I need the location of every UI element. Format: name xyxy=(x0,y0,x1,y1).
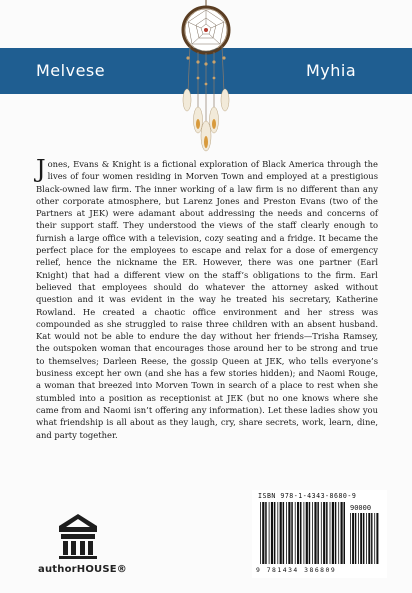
barcode-addon-bar xyxy=(350,513,351,564)
barcode-bar xyxy=(260,502,261,564)
barcode-bar xyxy=(321,502,322,564)
barcode-bar xyxy=(309,502,311,564)
barcode-addon-bar xyxy=(368,513,370,564)
barcode-bar xyxy=(283,502,285,564)
publisher-logo xyxy=(38,512,127,582)
barcode-bar xyxy=(335,502,337,564)
barcode-icon xyxy=(258,502,382,566)
barcode-addon-bar xyxy=(360,513,362,564)
barcode-bar xyxy=(306,502,308,564)
drop-cap: J xyxy=(36,155,46,183)
barcode-addon-bar xyxy=(363,513,364,564)
barcode-bar xyxy=(274,502,276,564)
barcode-bar xyxy=(297,502,299,564)
barcode-addon-bar xyxy=(352,513,354,564)
author-last-name: Myhia xyxy=(306,61,357,80)
barcode-bar xyxy=(326,502,328,564)
author-first-name: Melvese xyxy=(36,61,106,80)
barcode-addon-bar xyxy=(371,513,372,564)
barcode-bar xyxy=(330,502,331,564)
barcode-bar xyxy=(317,502,319,564)
barcode-bar xyxy=(323,502,325,564)
price-code: 90000 xyxy=(350,504,372,512)
barcode-bar xyxy=(295,502,296,564)
barcode-bar xyxy=(341,502,343,564)
barcode-bar xyxy=(269,502,270,564)
description-text: ones, Evans & Knight is a fictional exploration of Black America through the lives of four women residing in Morven Town and employed at a prestigious Black-owned law firm. The inner working of a law firm is no different than any other corporate atmosphere, but Larenz Jones and Preston Evans (two of the Partners at JEK) were adamant about addressing the needs and concerns of their support staff. They understood the views of the staff clearly enough to furnish a large office with a television, cozy seating and a fridge. It became the perfect place for the employees to escape and relax for a dose of emergency relief, hence the nickname the ER. However, there was one partner (Earl Knight) that had a different view on the staff’s obligations to the firm. Earl believed that employees should do whatever the attorney asked without question and it was evident in the way he treated his secretary, Katherine Rowland. He created a chaotic office environment and her stress was compounded as she struggled to raise three children with an absent husband. Kat would not be able to endure the day without her friends—Trisha Ramsey, the outspoken woman that encourages those around her to be strong and true to themselves; Darleen Reese, the gossip Queen at JEK, who tells everyone’s business except her own (and she has a few stories hidden); and Naomi Rouge, a woman that breezed into Morven Town in search of a place to rest when she stumbled into a position as receptionist at JEK (but no one knows where she came from and Naomi isn’t offering any information). Let these ladies show you what friendship is all about as they laugh, cry, share secrets, work, learn, dine, and party together. xyxy=(36,159,378,440)
isbn-barcode xyxy=(252,490,387,578)
barcode-bar xyxy=(277,502,278,564)
barcode-addon-bar xyxy=(358,513,359,564)
barcode-bar xyxy=(338,502,339,564)
barcode-addon-bar xyxy=(376,513,378,564)
barcode-bar xyxy=(262,502,264,564)
barcode-bar xyxy=(280,502,282,564)
barcode-bar xyxy=(265,502,267,564)
barcode-addon-bar xyxy=(374,513,375,564)
barcode-addon-bar xyxy=(366,513,367,564)
barcode-bar xyxy=(312,502,313,564)
isbn-number: ISBN 978-1-4343-8680-9 xyxy=(258,492,357,500)
barcode-bar xyxy=(314,502,316,564)
barcode-bar xyxy=(291,502,293,564)
book-description xyxy=(36,155,378,441)
barcode-addon-bar xyxy=(355,513,356,564)
barcode-bar xyxy=(332,502,334,564)
barcode-digits: 9 781434 386809 xyxy=(256,566,337,574)
dreamcatcher-icon xyxy=(176,0,236,155)
barcode-bar xyxy=(271,502,273,564)
barcode-bar xyxy=(304,502,305,564)
barcode-bar xyxy=(300,502,302,564)
publisher-name: authorHOUSE® xyxy=(38,564,127,575)
barcode-bar xyxy=(344,502,346,564)
authorhouse-logo-icon xyxy=(57,512,99,560)
barcode-bar xyxy=(288,502,290,564)
barcode-bar xyxy=(286,502,287,564)
